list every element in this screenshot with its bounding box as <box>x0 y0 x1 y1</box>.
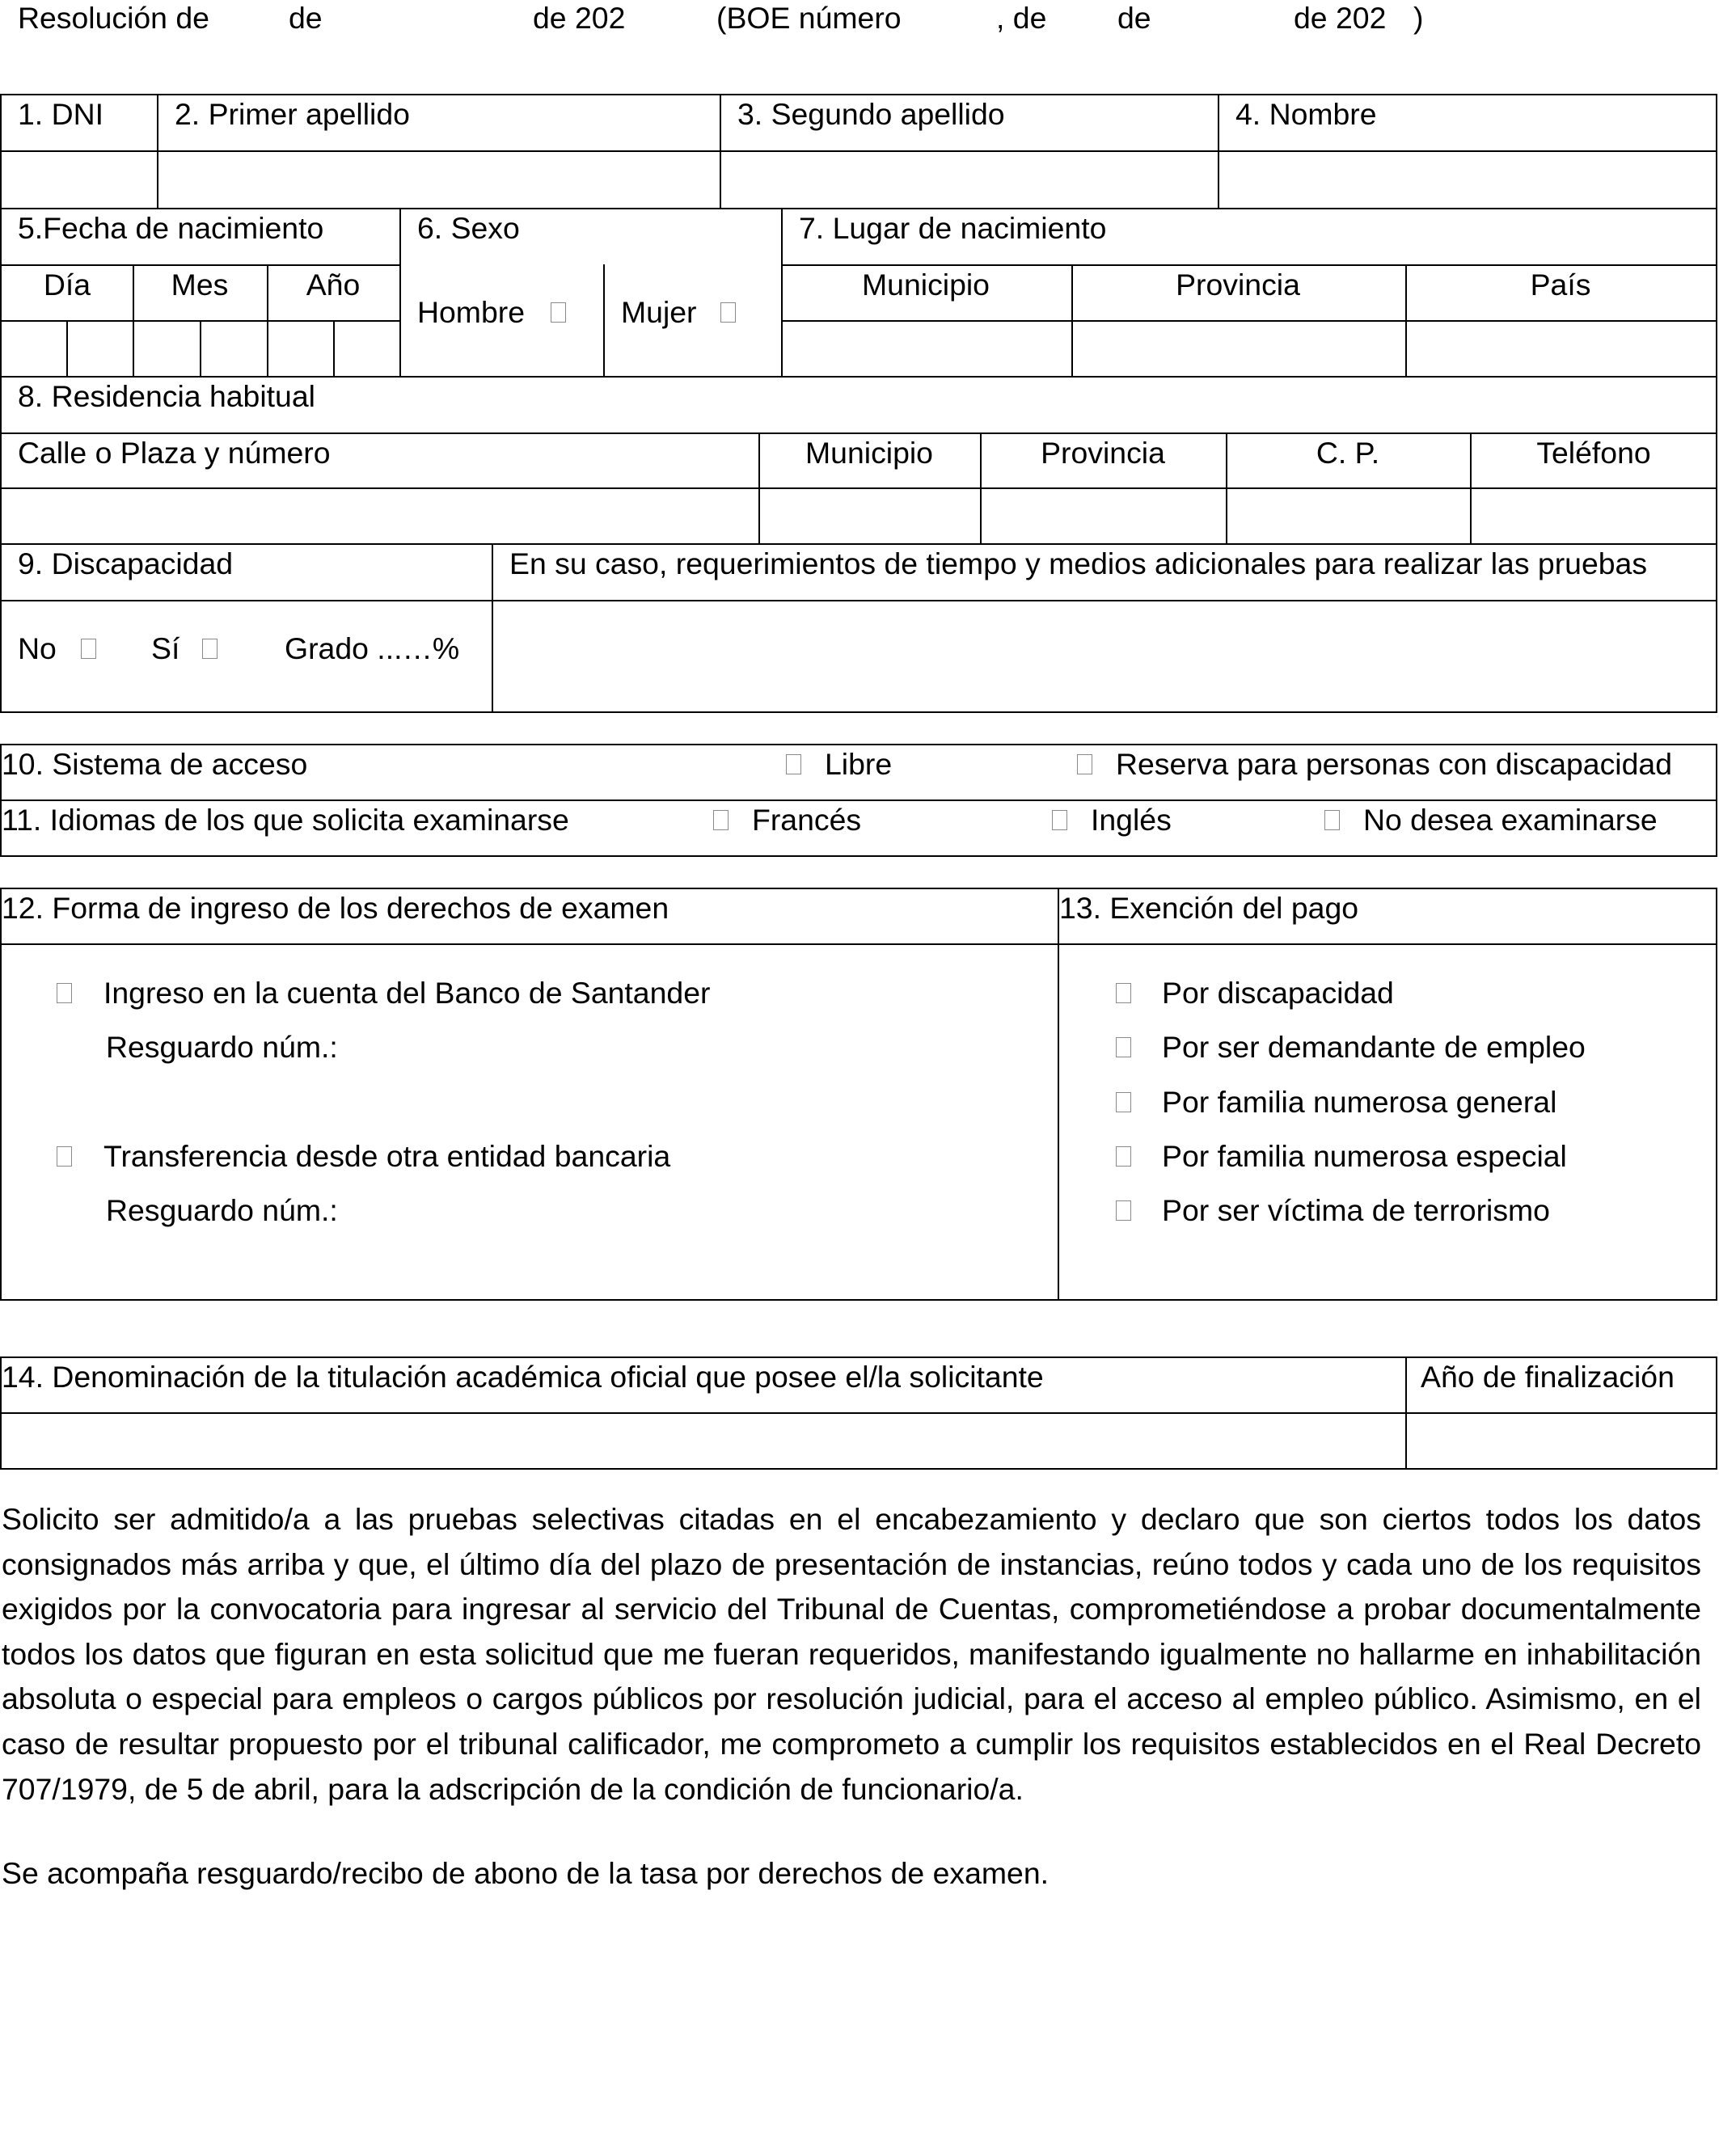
discapacidad-si-label: Sí <box>151 631 180 665</box>
libre-label: Libre <box>825 747 893 781</box>
reserva-checkbox[interactable] <box>1077 754 1092 774</box>
header-de: de <box>289 1 323 35</box>
banco-santander-label: Ingreso en la cuenta del Banco de Santander <box>103 976 711 1010</box>
exencion-familia-general-checkbox[interactable] <box>1116 1092 1131 1112</box>
titulacion-field[interactable] <box>2 1414 1405 1467</box>
exencion-demandante-checkbox[interactable] <box>1116 1037 1131 1057</box>
sexo-label: 6. Sexo <box>417 211 520 245</box>
mujer-label: Mujer <box>621 295 697 329</box>
header-boe-numero: (BOE número <box>716 1 902 35</box>
discapacidad-no-label: No <box>18 631 57 665</box>
header-de-202: de 202 <box>1294 1 1387 35</box>
header-resolucion: Resolución de <box>18 1 209 35</box>
telefono-label: Teléfono <box>1536 436 1651 470</box>
nombre-label: 4. Nombre <box>1235 97 1377 131</box>
grado-label: Grado ...…% <box>285 631 460 665</box>
declaration-paragraph: Solicito ser admitido/a a las pruebas selectivas citadas en el encabezamiento y declaro que son ciertos todos los datos consignados más arriba y que, el último día del plazo de presentación de instancias, reúno todos y cada uno de los requisitos exigidos por la convocatoria para ingresar al servicio del Tribunal de Cuentas, comprometiéndose a probar documentalmente todos los datos que figuran en esta solicitud que me fueran requeridos, manifestando igualmente no hallarme en inhabilitación absoluta o especial para empleos o cargos públicos por resolución judicial, para el acceso al empleo público. Asimismo, en el caso de resultar propuesto por el tribunal calificador, me comprometo a cumplir los requisitos establecidos en el Real Decreto 707/1979, de 5 de abril, para la adscripción de la condición de funcionario/a. <box>2 1502 1701 1806</box>
hombre-label: Hombre <box>417 295 525 329</box>
header-de: de <box>1117 1 1151 35</box>
titulacion-label: 14. Denominación de la titulación académica oficial que posee el/la solicitante <box>2 1360 1044 1394</box>
discapacidad-si-checkbox[interactable] <box>202 639 218 659</box>
cp-field[interactable] <box>1227 489 1470 542</box>
idiomas-label: 11. Idiomas de los que solicita examinarse <box>2 803 569 837</box>
anio-finalizacion-field[interactable] <box>1407 1414 1716 1467</box>
fecha-nacimiento-label: 5.Fecha de nacimiento <box>18 211 324 245</box>
dia-label: Día <box>43 268 91 302</box>
provincia-nacimiento-label: Provincia <box>1176 268 1300 302</box>
nombre-field[interactable] <box>1219 152 1716 207</box>
municipio-nacimiento-label: Municipio <box>862 268 990 302</box>
exencion-familia-especial-checkbox[interactable] <box>1116 1146 1131 1167</box>
provincia-nacimiento-field[interactable] <box>1073 322 1405 375</box>
dni-field[interactable] <box>2 152 157 207</box>
mes-label: Mes <box>171 268 229 302</box>
primer-apellido-field[interactable] <box>158 152 720 207</box>
municipio-residencia-label: Municipio <box>805 436 933 470</box>
calle-label: Calle o Plaza y número <box>18 436 331 470</box>
exencion-discapacidad-checkbox[interactable] <box>1116 983 1131 1003</box>
requerimientos-label: En su caso, requerimientos de tiempo y medios adicionales para realizar las pruebas <box>509 546 1648 580</box>
mes-field[interactable] <box>134 322 267 375</box>
anio-field[interactable] <box>268 322 399 375</box>
transferencia-label: Transferencia desde otra entidad bancaria <box>103 1139 671 1173</box>
segundo-apellido-label: 3. Segundo apellido <box>737 97 1005 131</box>
libre-checkbox[interactable] <box>786 754 801 774</box>
exencion-item-label: Por familia numerosa especial <box>1162 1139 1567 1173</box>
pais-nacimiento-label: País <box>1530 268 1591 302</box>
header-comma-de: , de <box>996 1 1047 35</box>
dni-label: 1. DNI <box>18 97 103 131</box>
anio-label: Año <box>306 268 361 302</box>
transferencia-checkbox[interactable] <box>57 1146 72 1167</box>
telefono-field[interactable] <box>1472 489 1716 542</box>
exencion-label: 13. Exención del pago <box>1059 891 1359 925</box>
provincia-residencia-field[interactable] <box>982 489 1226 542</box>
primer-apellido-label: 2. Primer apellido <box>175 97 410 131</box>
exencion-item-label: Por discapacidad <box>1162 976 1394 1010</box>
municipio-nacimiento-field[interactable] <box>783 322 1071 375</box>
requerimientos-field[interactable] <box>493 601 1716 711</box>
segundo-apellido-field[interactable] <box>721 152 1218 207</box>
lugar-nacimiento-label: 7. Lugar de nacimiento <box>799 211 1107 245</box>
resguardo-label: Resguardo núm.: <box>106 1030 338 1064</box>
mujer-checkbox[interactable] <box>720 302 736 323</box>
residencia-label: 8. Residencia habitual <box>18 379 315 413</box>
acompana-text: Se acompaña resguardo/recibo de abono de la tasa por derechos de examen. <box>2 1856 1049 1890</box>
discapacidad-label: 9. Discapacidad <box>18 546 234 580</box>
exencion-item-label: Por ser víctima de terrorismo <box>1162 1193 1550 1227</box>
frances-label: Francés <box>752 803 862 837</box>
banco-santander-checkbox[interactable] <box>57 983 72 1003</box>
exencion-terrorismo-checkbox[interactable] <box>1116 1200 1131 1221</box>
no-desea-checkbox[interactable] <box>1324 810 1340 830</box>
forma-ingreso-label: 12. Forma de ingreso de los derechos de examen <box>2 891 669 925</box>
no-desea-label: No desea examinarse <box>1363 803 1658 837</box>
sistema-acceso-label: 10. Sistema de acceso <box>2 747 308 781</box>
ingles-checkbox[interactable] <box>1052 810 1067 830</box>
discapacidad-no-checkbox[interactable] <box>81 639 96 659</box>
frances-checkbox[interactable] <box>713 810 729 830</box>
exencion-item-label: Por ser demandante de empleo <box>1162 1030 1586 1064</box>
exencion-item-label: Por familia numerosa general <box>1162 1085 1557 1119</box>
header-close-paren: ) <box>1413 1 1424 35</box>
cp-label: C. P. <box>1316 436 1380 470</box>
ingles-label: Inglés <box>1091 803 1172 837</box>
anio-finalizacion-label: Año de finalización <box>1421 1360 1675 1394</box>
dia-field[interactable] <box>2 322 66 375</box>
header-de-202: de 202 <box>533 1 626 35</box>
municipio-residencia-field[interactable] <box>760 489 980 542</box>
resguardo-label: Resguardo núm.: <box>106 1193 338 1227</box>
provincia-residencia-label: Provincia <box>1041 436 1165 470</box>
hombre-checkbox[interactable] <box>551 302 566 323</box>
reserva-label: Reserva para personas con discapacidad <box>1116 747 1672 781</box>
pais-nacimiento-field[interactable] <box>1407 322 1716 375</box>
calle-field[interactable] <box>2 489 758 542</box>
